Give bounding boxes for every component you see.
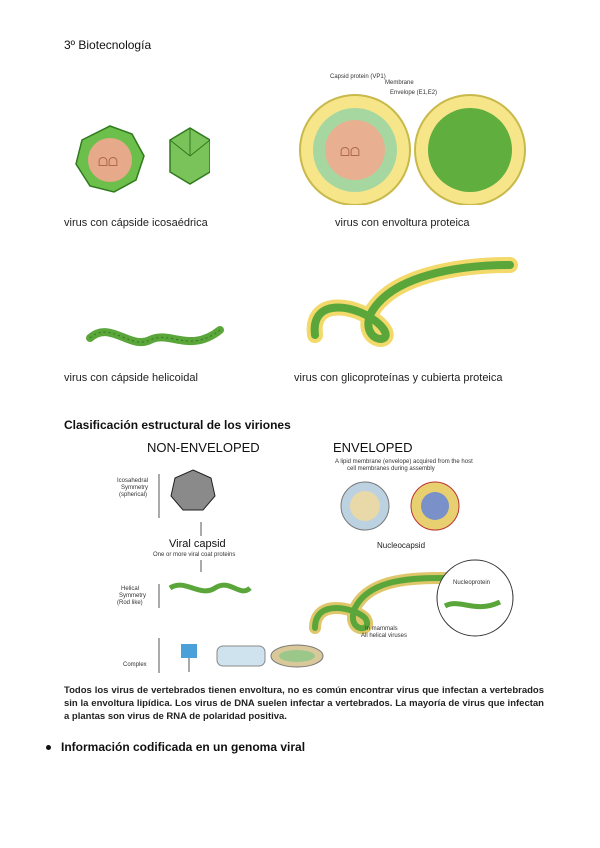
svg-text:Nucleoprotein: Nucleoprotein: [453, 580, 491, 586]
caption-helical: virus con cápside helicoidal: [64, 372, 198, 384]
icosahedral-virus-figure: [70, 120, 210, 200]
svg-text:Symmetry: Symmetry: [121, 485, 148, 491]
svg-text:Viral capsid: Viral capsid: [169, 538, 226, 550]
svg-text:In mammals: In mammals: [365, 626, 398, 632]
caption-icosahedral: virus con cápside icosaédrica: [64, 217, 208, 229]
explanation-paragraph: Todos los virus de vertebrados tienen envoltura, no es común encontrar virus que infectan a vertebrados sin la envoltura lipídica. Los virus de DNA suelen infectar a vertebrados. La mayoría de virus que infectan a plantas son virus de RNA de polaridad positiva.: [64, 685, 544, 722]
bullet-dot: [46, 745, 51, 750]
svg-text:A lipid membrane (envelope) ac: A lipid membrane (envelope) acquired from the host: [335, 459, 473, 465]
bullet-item: [46, 740, 305, 754]
svg-text:Symmetry: Symmetry: [119, 593, 146, 599]
svg-text:ENVELOPED: ENVELOPED: [333, 440, 413, 455]
enveloped-virus-figure: [290, 70, 535, 205]
classification-diagram: [115, 438, 525, 678]
svg-text:NON-ENVELOPED: NON-ENVELOPED: [147, 440, 260, 455]
svg-text:Membrane: Membrane: [385, 80, 414, 86]
svg-text:All helical viruses: All helical viruses: [361, 633, 408, 639]
svg-text:ᗝᗝ: ᗝᗝ: [340, 145, 360, 159]
svg-text:(spherical): (spherical): [119, 492, 148, 498]
section-title: Clasificación estructural de los viriones: [64, 418, 291, 432]
caption-envelope: virus con envoltura proteica: [335, 217, 470, 229]
filovirus-figure: [300, 235, 525, 365]
svg-text:One or more viral coat protein: One or more viral coat proteins: [153, 552, 236, 558]
svg-text:Nucleocapsid: Nucleocapsid: [377, 541, 426, 550]
page-header: 3º Biotecnología: [64, 38, 152, 52]
helical-virus-figure: [70, 310, 240, 360]
svg-text:Complex: Complex: [123, 662, 147, 668]
svg-text:Icosahedral: Icosahedral: [117, 478, 149, 484]
svg-text:Capsid protein (VP1): Capsid protein (VP1): [330, 74, 386, 80]
caption-glyco: virus con glicoproteínas y cubierta proteica: [294, 372, 503, 384]
bullet-text: Información codificada en un genoma viral: [61, 740, 306, 754]
svg-text:(Rod like): (Rod like): [117, 600, 143, 606]
svg-text:Helical: Helical: [121, 586, 140, 592]
svg-text:ᗝᗝ: ᗝᗝ: [98, 155, 118, 169]
svg-text:Envelope (E1,E2): Envelope (E1,E2): [390, 90, 438, 96]
svg-text:cell membranes during assembly: cell membranes during assembly: [347, 466, 435, 472]
